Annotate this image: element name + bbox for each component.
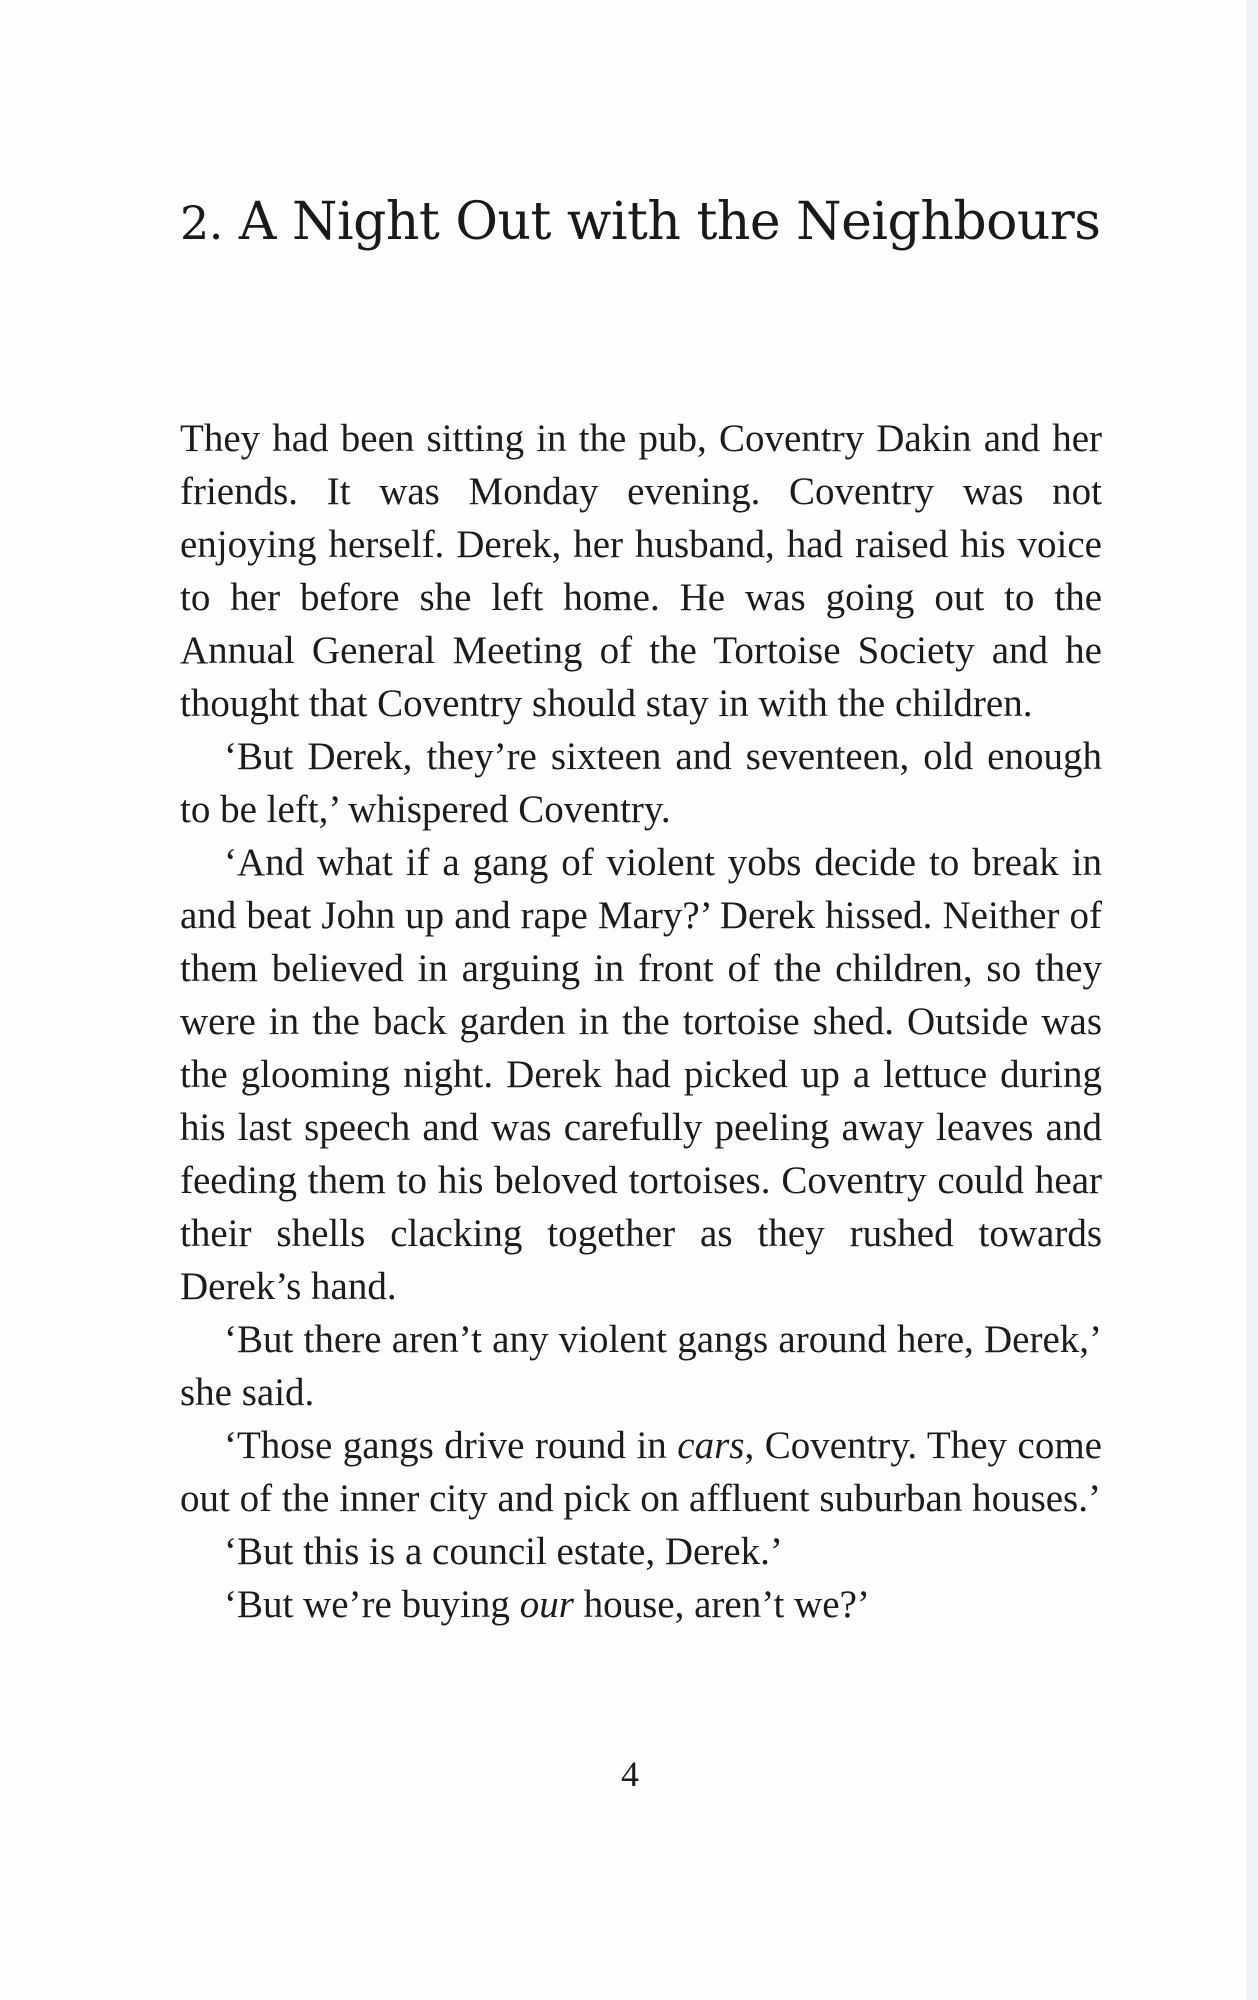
- paragraph-text: ‘But Derek, they’re sixteen and seventeen, old enough to be left,’ whispered Coventry.: [180, 735, 1102, 831]
- body-paragraph: [180, 1313, 1102, 1419]
- chapter-body-text: [180, 412, 1102, 1631]
- body-paragraph: [180, 1525, 1102, 1578]
- body-paragraph: [180, 730, 1102, 836]
- body-paragraph: [180, 412, 1102, 730]
- scan-edge: [1246, 0, 1258, 2000]
- body-paragraph: [180, 836, 1102, 1313]
- body-paragraph: [180, 1419, 1102, 1525]
- body-paragraph: [180, 1578, 1102, 1631]
- italic-text: our: [519, 1583, 574, 1626]
- paragraph-text: ‘But there aren’t any violent gangs around here, Derek,’ she said.: [180, 1318, 1102, 1414]
- page-number: 4: [621, 1754, 639, 1794]
- paragraph-text: house, aren’t we?’: [573, 1583, 870, 1626]
- paragraph-text: ‘But this is a council estate, Derek.’: [224, 1530, 783, 1573]
- paragraph-text: ‘But we’re buying: [224, 1583, 520, 1626]
- chapter-heading: [180, 186, 1110, 259]
- paragraph-text: They had been sitting in the pub, Coventry Dakin and her friends. It was Monday evening. Coventry was not enjoying herself. Derek, her husband, had raised his voice to her before she left home. He was going out to the Annual General Meeting of the Tortoise Society and he thought that Coventry should stay in with the children.: [180, 417, 1102, 725]
- paragraph-text: ‘Those gangs drive round in: [224, 1424, 678, 1467]
- paragraph-text: , Coventry. They come out of the inner city and pick on affluent suburban houses.’: [180, 1424, 1102, 1520]
- chapter-number: 2.: [180, 196, 223, 250]
- paragraph-text: ‘And what if a gang of violent yobs decide to break in and beat John up and rape Mary?’ Derek hissed. Neither of them believed in arguing in front of the children, so they were in the back garden in the tortoise shed. Outside was the glooming night. Derek had picked up a lettuce during his last speech and was carefully peeling away leaves and feeding them to his beloved tortoises. Coventry could hear their shells clacking together as they rushed towards Derek’s hand.: [180, 841, 1102, 1308]
- italic-text: cars: [677, 1424, 745, 1467]
- chapter-title-text: A Night Out with the Neighbours: [238, 192, 1101, 252]
